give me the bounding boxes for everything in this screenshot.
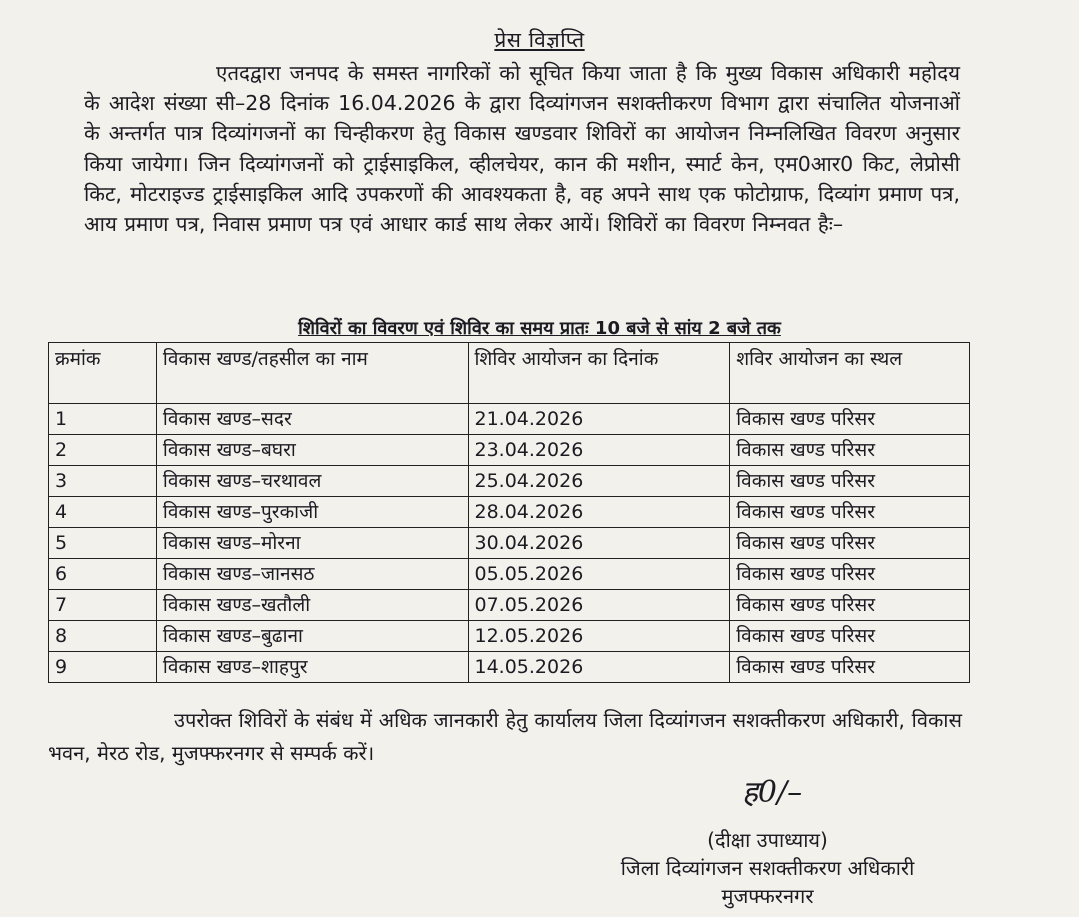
date-cell: 28.04.2026 xyxy=(468,497,730,528)
date-cell: 30.04.2026 xyxy=(468,528,730,559)
date-cell: 23.04.2026 xyxy=(468,435,730,466)
table-row xyxy=(49,621,970,652)
notice-body-text: एतदद्वारा जनपद के समस्त नागरिकों को सूचित किया जाता है कि मुख्य विकास अधिकारी महोदय के आदेश संख्या सी–28 दिनांक 16.04.2026 के द्वारा दिव्यांगजन सशक्तीकरण विभाग द्वारा संचालित योजनाओं के अन्तर्गत पात्र दिव्यांगजनों का चिन्हीकरण हेतु विकास खण्डवार शिविरों का आयोजन निम्नलिखित विवरण अनुसार किया जायेगा। जिन दिव्यांगजनों को ट्राईसाइकिल, व्हीलचेयर, कान की मशीन, स्मार्ट केन, एम0आर0 किट, लेप्रोसी किट, मोटराइज्ड ट्राईसाइकिल आदि उपकरणों की आवश्यकता है, वह अपने साथ एक फोटोग्राफ, दिव्यांग प्रमाण पत्र, आय प्रमाण पत्र, निवास प्रमाण पत्र एवं आधार कार्ड साथ लेकर आयें। शिविरों का विवरण निम्नवत हैः– xyxy=(84,61,960,237)
closing-paragraph xyxy=(48,704,962,770)
block-cell: विकास खण्ड–बुढाना xyxy=(156,621,468,652)
signatory-name: (दीक्षा उपाध्याय) xyxy=(707,828,828,852)
block-cell: विकास खण्ड–बघरा xyxy=(156,435,468,466)
table-row xyxy=(49,435,970,466)
page-title: प्रेस विज्ञप्ति xyxy=(494,28,585,52)
venue-cell: विकास खण्ड परिसर xyxy=(730,621,970,652)
table-row xyxy=(49,652,970,683)
header-block-name: विकास खण्ड/तहसील का नाम xyxy=(156,343,468,404)
schedule-title: शिविरों का विवरण एवं शिविर का समय प्रातः 10 बजे से सांय 2 बजे तक xyxy=(298,318,781,339)
serial-cell: 4 xyxy=(49,497,157,528)
block-cell: विकास खण्ड–जानसठ xyxy=(156,559,468,590)
block-cell: विकास खण्ड–चरथावल xyxy=(156,466,468,497)
table-row xyxy=(49,590,970,621)
venue-cell: विकास खण्ड परिसर xyxy=(730,497,970,528)
block-cell: विकास खण्ड–शाहपुर xyxy=(156,652,468,683)
block-cell: विकास खण्ड–सदर xyxy=(156,404,468,435)
block-cell: विकास खण्ड–पुरकाजी xyxy=(156,497,468,528)
block-cell: विकास खण्ड–खतौली xyxy=(156,590,468,621)
serial-cell: 9 xyxy=(49,652,157,683)
table-row xyxy=(49,497,970,528)
header-serial: क्रमांक xyxy=(49,343,157,404)
header-camp-venue: शविर आयोजन का स्थल xyxy=(730,343,970,404)
table-header-row xyxy=(49,343,970,404)
signatory-location: मुजफ्फरनगर xyxy=(721,884,814,908)
venue-cell: विकास खण्ड परिसर xyxy=(730,528,970,559)
signatory-block xyxy=(575,826,960,910)
block-cell: विकास खण्ड–मोरना xyxy=(156,528,468,559)
venue-cell: विकास खण्ड परिसर xyxy=(730,652,970,683)
date-cell: 07.05.2026 xyxy=(468,590,730,621)
serial-cell: 5 xyxy=(49,528,157,559)
notice-body xyxy=(84,58,960,239)
venue-cell: विकास खण्ड परिसर xyxy=(730,559,970,590)
venue-cell: विकास खण्ड परिसर xyxy=(730,435,970,466)
date-cell: 14.05.2026 xyxy=(468,652,730,683)
serial-cell: 1 xyxy=(49,404,157,435)
date-cell: 05.05.2026 xyxy=(468,559,730,590)
venue-cell: विकास खण्ड परिसर xyxy=(730,466,970,497)
table-row xyxy=(49,559,970,590)
closing-text: उपरोक्त शिविरों के संबंध में अधिक जानकारी हेतु कार्यालय जिला दिव्यांगजन सशक्तीकरण अधिकारी, विकास भवन, मेरठ रोड, मुजफ्फरनगर से सम्पर्क करें। xyxy=(48,708,962,765)
date-cell: 25.04.2026 xyxy=(468,466,730,497)
table-row xyxy=(49,466,970,497)
camp-schedule-table xyxy=(48,342,970,683)
date-cell: 21.04.2026 xyxy=(468,404,730,435)
serial-cell: 8 xyxy=(49,621,157,652)
serial-cell: 3 xyxy=(49,466,157,497)
serial-cell: 2 xyxy=(49,435,157,466)
date-cell: 12.05.2026 xyxy=(468,621,730,652)
table-row xyxy=(49,404,970,435)
signature-mark: ह0/– xyxy=(742,775,803,810)
header-camp-date: शिविर आयोजन का दिनांक xyxy=(468,343,730,404)
signatory-designation: जिला दिव्यांगजन सशक्तीकरण अधिकारी xyxy=(620,856,915,880)
serial-cell: 6 xyxy=(49,559,157,590)
venue-cell: विकास खण्ड परिसर xyxy=(730,404,970,435)
serial-cell: 7 xyxy=(49,590,157,621)
table-row xyxy=(49,528,970,559)
venue-cell: विकास खण्ड परिसर xyxy=(730,590,970,621)
